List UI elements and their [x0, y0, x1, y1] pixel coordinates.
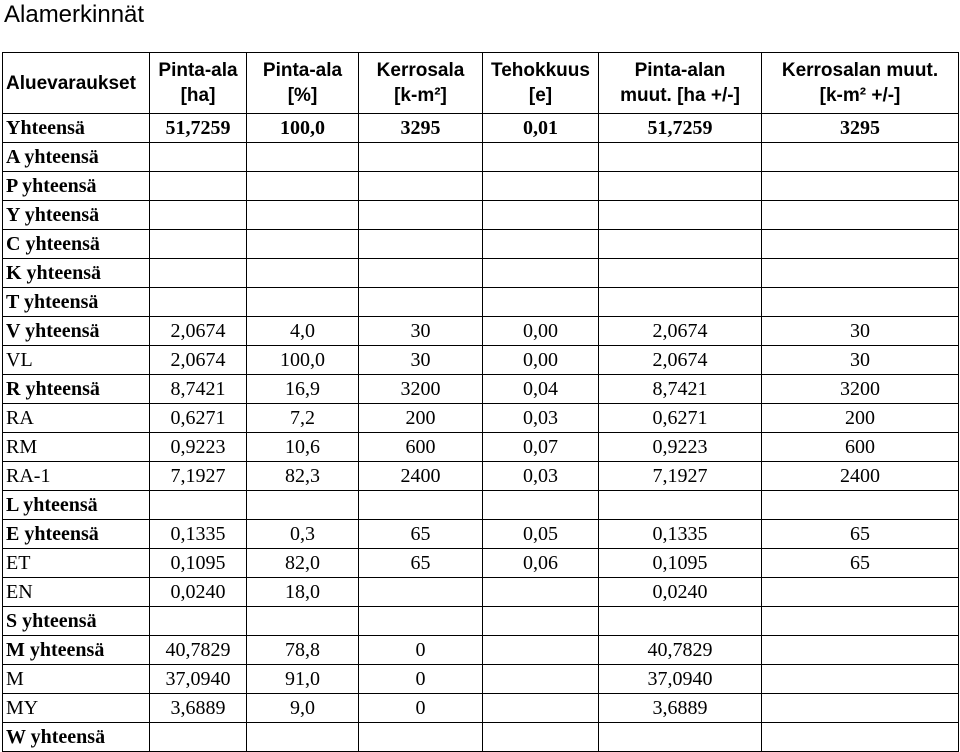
table-cell: 3,6889: [599, 694, 762, 723]
table-cell: 8,7421: [599, 375, 762, 404]
table-cell: [247, 723, 359, 752]
table-cell: 3200: [762, 375, 959, 404]
table-cell: [247, 607, 359, 636]
table-cell: [762, 636, 959, 665]
table-cell: 0,03: [483, 462, 599, 491]
table-cell: [762, 230, 959, 259]
row-label: Y yhteensä: [3, 201, 150, 230]
table-cell: 7,2: [247, 404, 359, 433]
table-row: [3, 462, 959, 491]
table-cell: 78,8: [247, 636, 359, 665]
row-label: M yhteensä: [3, 636, 150, 665]
table-row: [3, 230, 959, 259]
table-cell: 65: [359, 549, 483, 578]
row-label: RA-1: [3, 462, 150, 491]
table-cell: 40,7829: [150, 636, 247, 665]
row-label: L yhteensä: [3, 491, 150, 520]
table-cell: [483, 665, 599, 694]
table-cell: [359, 201, 483, 230]
table-cell: 65: [762, 549, 959, 578]
table-cell: [483, 607, 599, 636]
table-cell: [762, 288, 959, 317]
table-body: [3, 114, 959, 752]
table-cell: [359, 143, 483, 172]
table-cell: [359, 607, 483, 636]
table-row: [3, 433, 959, 462]
table-row: [3, 520, 959, 549]
column-header: Pinta-alan muut. [ha +/-]: [599, 53, 762, 114]
table-cell: [247, 230, 359, 259]
table-cell: 0: [359, 636, 483, 665]
table-cell: 0: [359, 665, 483, 694]
table-row: [3, 665, 959, 694]
table-row: [3, 259, 959, 288]
table-row: [3, 694, 959, 723]
table-cell: [762, 259, 959, 288]
table-row: [3, 404, 959, 433]
table-cell: [762, 723, 959, 752]
column-header: Pinta-ala [ha]: [150, 53, 247, 114]
table-cell: 3295: [359, 114, 483, 143]
table-row: [3, 114, 959, 143]
row-label: C yhteensä: [3, 230, 150, 259]
table-cell: [762, 607, 959, 636]
table-cell: 0,6271: [150, 404, 247, 433]
table-cell: 0,0240: [599, 578, 762, 607]
table-cell: [247, 172, 359, 201]
row-label: EN: [3, 578, 150, 607]
table-cell: 30: [762, 317, 959, 346]
table-cell: 600: [359, 433, 483, 462]
table-cell: 65: [359, 520, 483, 549]
table-cell: [247, 288, 359, 317]
row-label: RM: [3, 433, 150, 462]
table-cell: [599, 259, 762, 288]
table-cell: 600: [762, 433, 959, 462]
table-cell: 2400: [359, 462, 483, 491]
table-cell: [359, 172, 483, 201]
table-cell: 2,0674: [599, 317, 762, 346]
table-cell: 3295: [762, 114, 959, 143]
table-cell: 0,01: [483, 114, 599, 143]
column-header: Kerrosalan muut. [k-m² +/-]: [762, 53, 959, 114]
table-cell: 0,00: [483, 317, 599, 346]
table-cell: [483, 172, 599, 201]
table-cell: [150, 288, 247, 317]
table-cell: [483, 288, 599, 317]
row-label: R yhteensä: [3, 375, 150, 404]
table-row: [3, 636, 959, 665]
table-cell: [762, 143, 959, 172]
table-cell: [359, 230, 483, 259]
table-cell: 7,1927: [150, 462, 247, 491]
table-cell: 0,03: [483, 404, 599, 433]
table-cell: 37,0940: [150, 665, 247, 694]
table-cell: 4,0: [247, 317, 359, 346]
table-cell: [762, 665, 959, 694]
table-row: [3, 346, 959, 375]
table-cell: [762, 172, 959, 201]
table-cell: 82,3: [247, 462, 359, 491]
table-cell: 0,06: [483, 549, 599, 578]
table-cell: 16,9: [247, 375, 359, 404]
row-label: VL: [3, 346, 150, 375]
table-cell: [150, 143, 247, 172]
table-cell: 0,00: [483, 346, 599, 375]
table-cell: [150, 259, 247, 288]
table-cell: 3,6889: [150, 694, 247, 723]
table-cell: [483, 259, 599, 288]
table-cell: 0,1095: [599, 549, 762, 578]
table-cell: [150, 607, 247, 636]
row-label: M: [3, 665, 150, 694]
table-cell: 0,9223: [150, 433, 247, 462]
table-cell: [483, 636, 599, 665]
table-row: [3, 491, 959, 520]
table-cell: [150, 230, 247, 259]
table-cell: [762, 491, 959, 520]
table-cell: 0,07: [483, 433, 599, 462]
land-use-table: [2, 52, 959, 752]
table-cell: 2,0674: [150, 317, 247, 346]
table-cell: 0,1095: [150, 549, 247, 578]
table-row: [3, 288, 959, 317]
table-cell: [247, 491, 359, 520]
row-label: T yhteensä: [3, 288, 150, 317]
table-cell: [599, 288, 762, 317]
table-cell: [483, 201, 599, 230]
table-cell: 0,04: [483, 375, 599, 404]
table-cell: [247, 259, 359, 288]
table-cell: 30: [359, 317, 483, 346]
table-cell: 2400: [762, 462, 959, 491]
table-cell: [359, 723, 483, 752]
table-cell: [599, 172, 762, 201]
table-cell: 30: [359, 346, 483, 375]
table-cell: [150, 491, 247, 520]
table-cell: 7,1927: [599, 462, 762, 491]
table-cell: [483, 143, 599, 172]
table-cell: 0,0240: [150, 578, 247, 607]
row-label: W yhteensä: [3, 723, 150, 752]
table-cell: 8,7421: [150, 375, 247, 404]
table-row: [3, 317, 959, 346]
table-cell: 0,3: [247, 520, 359, 549]
table-cell: 3200: [359, 375, 483, 404]
table-row: [3, 549, 959, 578]
row-label: Yhteensä: [3, 114, 150, 143]
table-cell: [359, 288, 483, 317]
row-label: MY: [3, 694, 150, 723]
row-label: ET: [3, 549, 150, 578]
table-row: [3, 172, 959, 201]
table-cell: 9,0: [247, 694, 359, 723]
table-cell: [599, 230, 762, 259]
table-cell: 51,7259: [150, 114, 247, 143]
table-cell: [599, 491, 762, 520]
table-row: [3, 607, 959, 636]
table-cell: 100,0: [247, 346, 359, 375]
table-row: [3, 723, 959, 752]
table-cell: 0: [359, 694, 483, 723]
table-cell: [150, 201, 247, 230]
table-cell: 30: [762, 346, 959, 375]
table-cell: 100,0: [247, 114, 359, 143]
table-cell: [483, 723, 599, 752]
row-label: P yhteensä: [3, 172, 150, 201]
table-cell: 82,0: [247, 549, 359, 578]
row-label: RA: [3, 404, 150, 433]
column-header: Aluevaraukset: [3, 53, 150, 114]
table-cell: [599, 201, 762, 230]
row-label: S yhteensä: [3, 607, 150, 636]
table-cell: 2,0674: [150, 346, 247, 375]
table-cell: [150, 723, 247, 752]
table-header-row: [3, 53, 959, 114]
table-cell: [599, 607, 762, 636]
table-cell: 40,7829: [599, 636, 762, 665]
table-cell: 200: [762, 404, 959, 433]
table-cell: 0,1335: [599, 520, 762, 549]
table-cell: 0,6271: [599, 404, 762, 433]
table-cell: 51,7259: [599, 114, 762, 143]
table-cell: 0,1335: [150, 520, 247, 549]
column-header: Kerrosala [k-m²]: [359, 53, 483, 114]
table-cell: [599, 143, 762, 172]
row-label: K yhteensä: [3, 259, 150, 288]
table-cell: [483, 578, 599, 607]
table-cell: 10,6: [247, 433, 359, 462]
table-cell: 37,0940: [599, 665, 762, 694]
column-header: Pinta-ala [%]: [247, 53, 359, 114]
table-cell: [359, 259, 483, 288]
table-cell: [247, 201, 359, 230]
table-cell: [599, 723, 762, 752]
table-cell: 0,05: [483, 520, 599, 549]
page-title: Alamerkinnät: [4, 1, 145, 28]
table-cell: 200: [359, 404, 483, 433]
row-label: E yhteensä: [3, 520, 150, 549]
table-cell: [762, 578, 959, 607]
table-cell: [247, 143, 359, 172]
table-cell: 91,0: [247, 665, 359, 694]
table-cell: 0,9223: [599, 433, 762, 462]
table-cell: [483, 694, 599, 723]
table-cell: [150, 172, 247, 201]
table-row: [3, 375, 959, 404]
table-cell: 65: [762, 520, 959, 549]
table-cell: [762, 694, 959, 723]
row-label: V yhteensä: [3, 317, 150, 346]
table-cell: [359, 578, 483, 607]
table-cell: [359, 491, 483, 520]
table-cell: [483, 491, 599, 520]
table-cell: [483, 230, 599, 259]
row-label: A yhteensä: [3, 143, 150, 172]
table-cell: 18,0: [247, 578, 359, 607]
table-cell: [762, 201, 959, 230]
table-row: [3, 578, 959, 607]
table-row: [3, 143, 959, 172]
table-row: [3, 201, 959, 230]
column-header: Tehokkuus [e]: [483, 53, 599, 114]
table-cell: 2,0674: [599, 346, 762, 375]
